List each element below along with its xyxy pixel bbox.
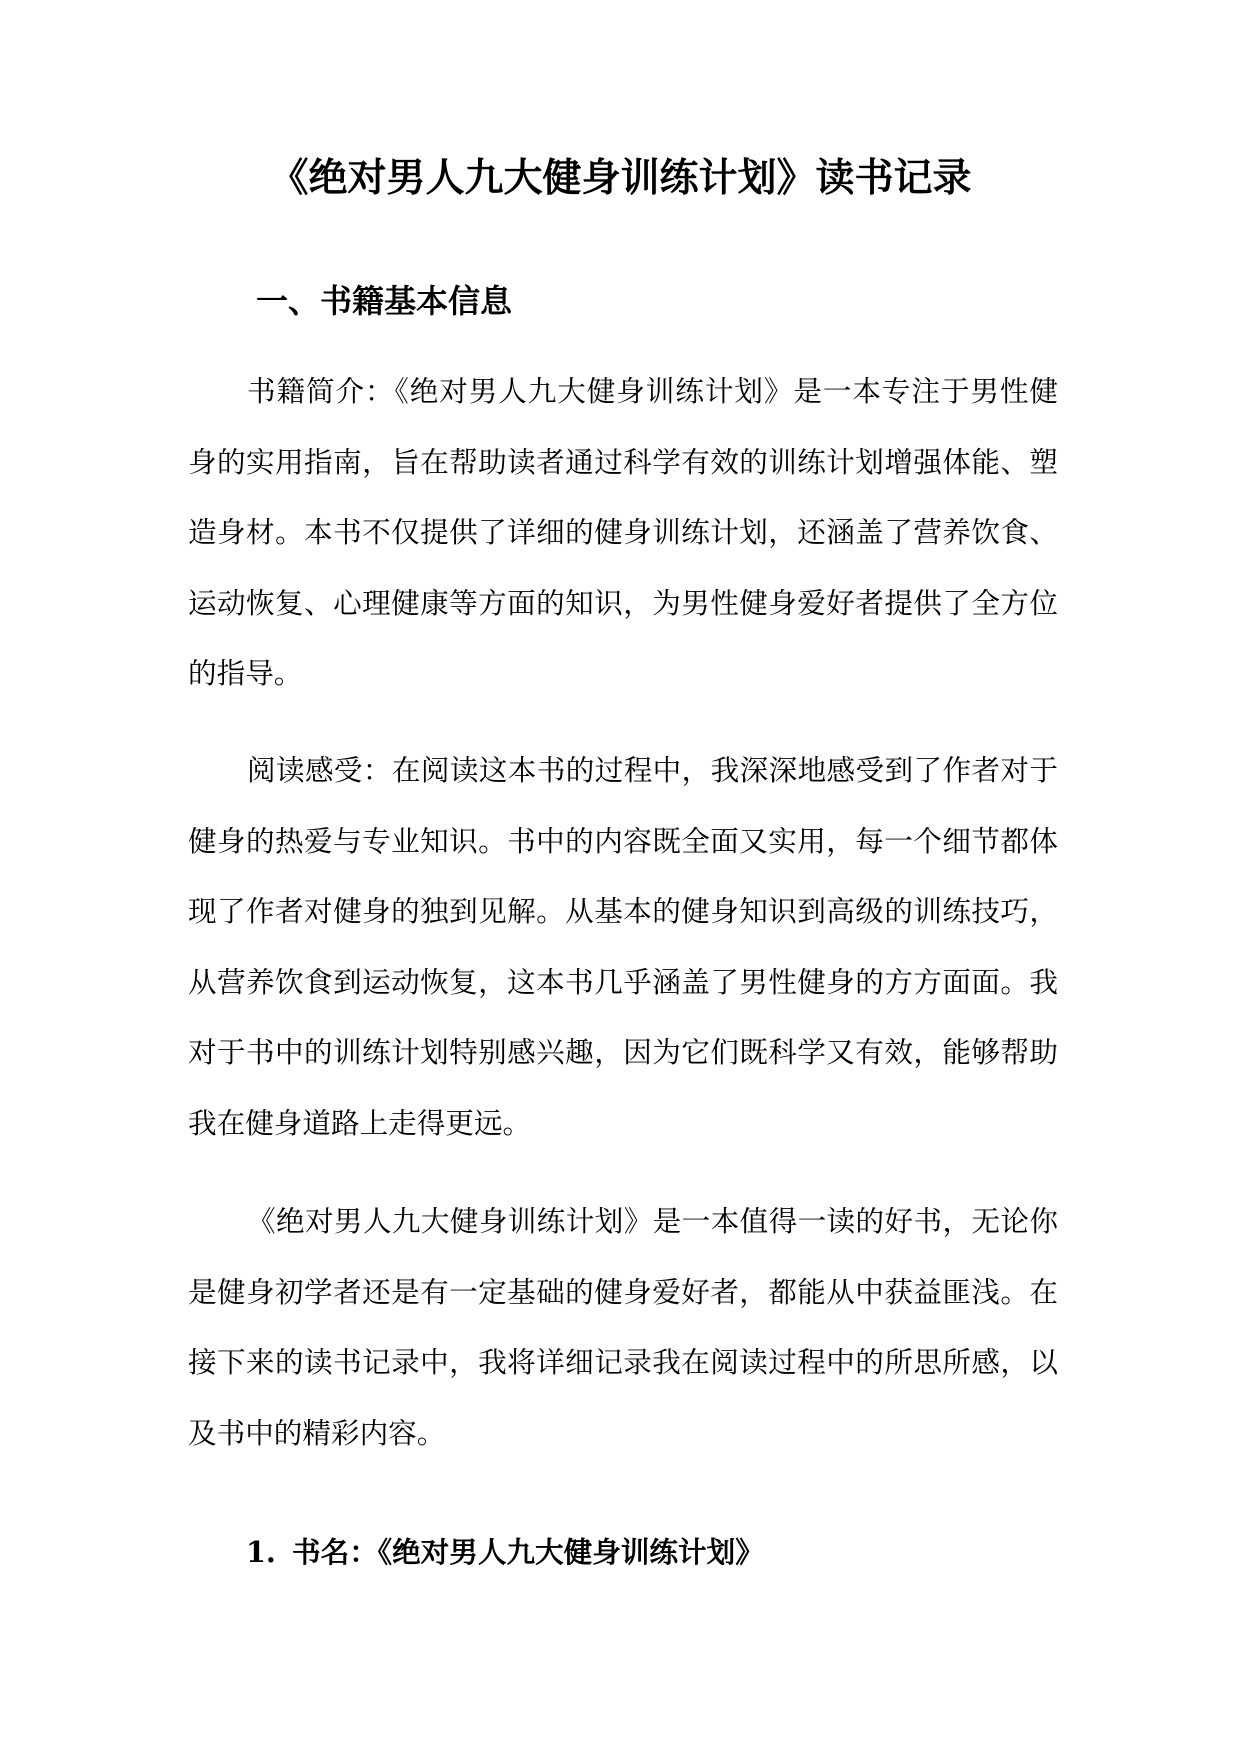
paragraph-recommendation: 《绝对男人九大健身训练计划》是一本值得一读的好书，无论你是健身初学者还是有一定基础的健身爱好者，都能从中获益匪浅。在接下来的读书记录中，我将详细记录我在阅读过程中的所思所感，以及书中的精彩内容。 (188, 1204, 1058, 1450)
paragraph-book-intro: 书籍简介：《绝对男人九大健身训练计划》是一本专注于男性健身的实用指南，旨在帮助读者通过科学有效的训练计划增强体能、塑造身材。本书不仅提供了详细的健身训练计划，还涵盖了营养饮食、运动恢复、心理健康等方面的知识，为男性健身爱好者提供了全方位的指导。 (188, 374, 1058, 690)
section-heading: 一、书籍基本信息 (256, 282, 513, 320)
paragraph-reading-impression: 阅读感受：在阅读这本书的过程中，我深深地感受到了作者对于健身的热爱与专业知识。书中的内容既全面又实用，每一个细节都体现了作者对健身的独到见解。从基本的健身知识到高级的训练技巧，从营养饮食到运动恢复，这本书几乎涵盖了男性健身的方方面面。我对于书中的训练计划特别感兴趣，因为它们既科学又有效，能够帮助我在健身道路上走得更远。 (188, 753, 1058, 1140)
list-item-book-name (246, 1528, 764, 1576)
document-title: 《绝对男人九大健身训练计划》读书记录 (269, 155, 972, 201)
list-item-number: 1. (246, 1535, 276, 1569)
list-item-text: 书名：《绝对男人九大健身训练计划》 (292, 1535, 764, 1569)
